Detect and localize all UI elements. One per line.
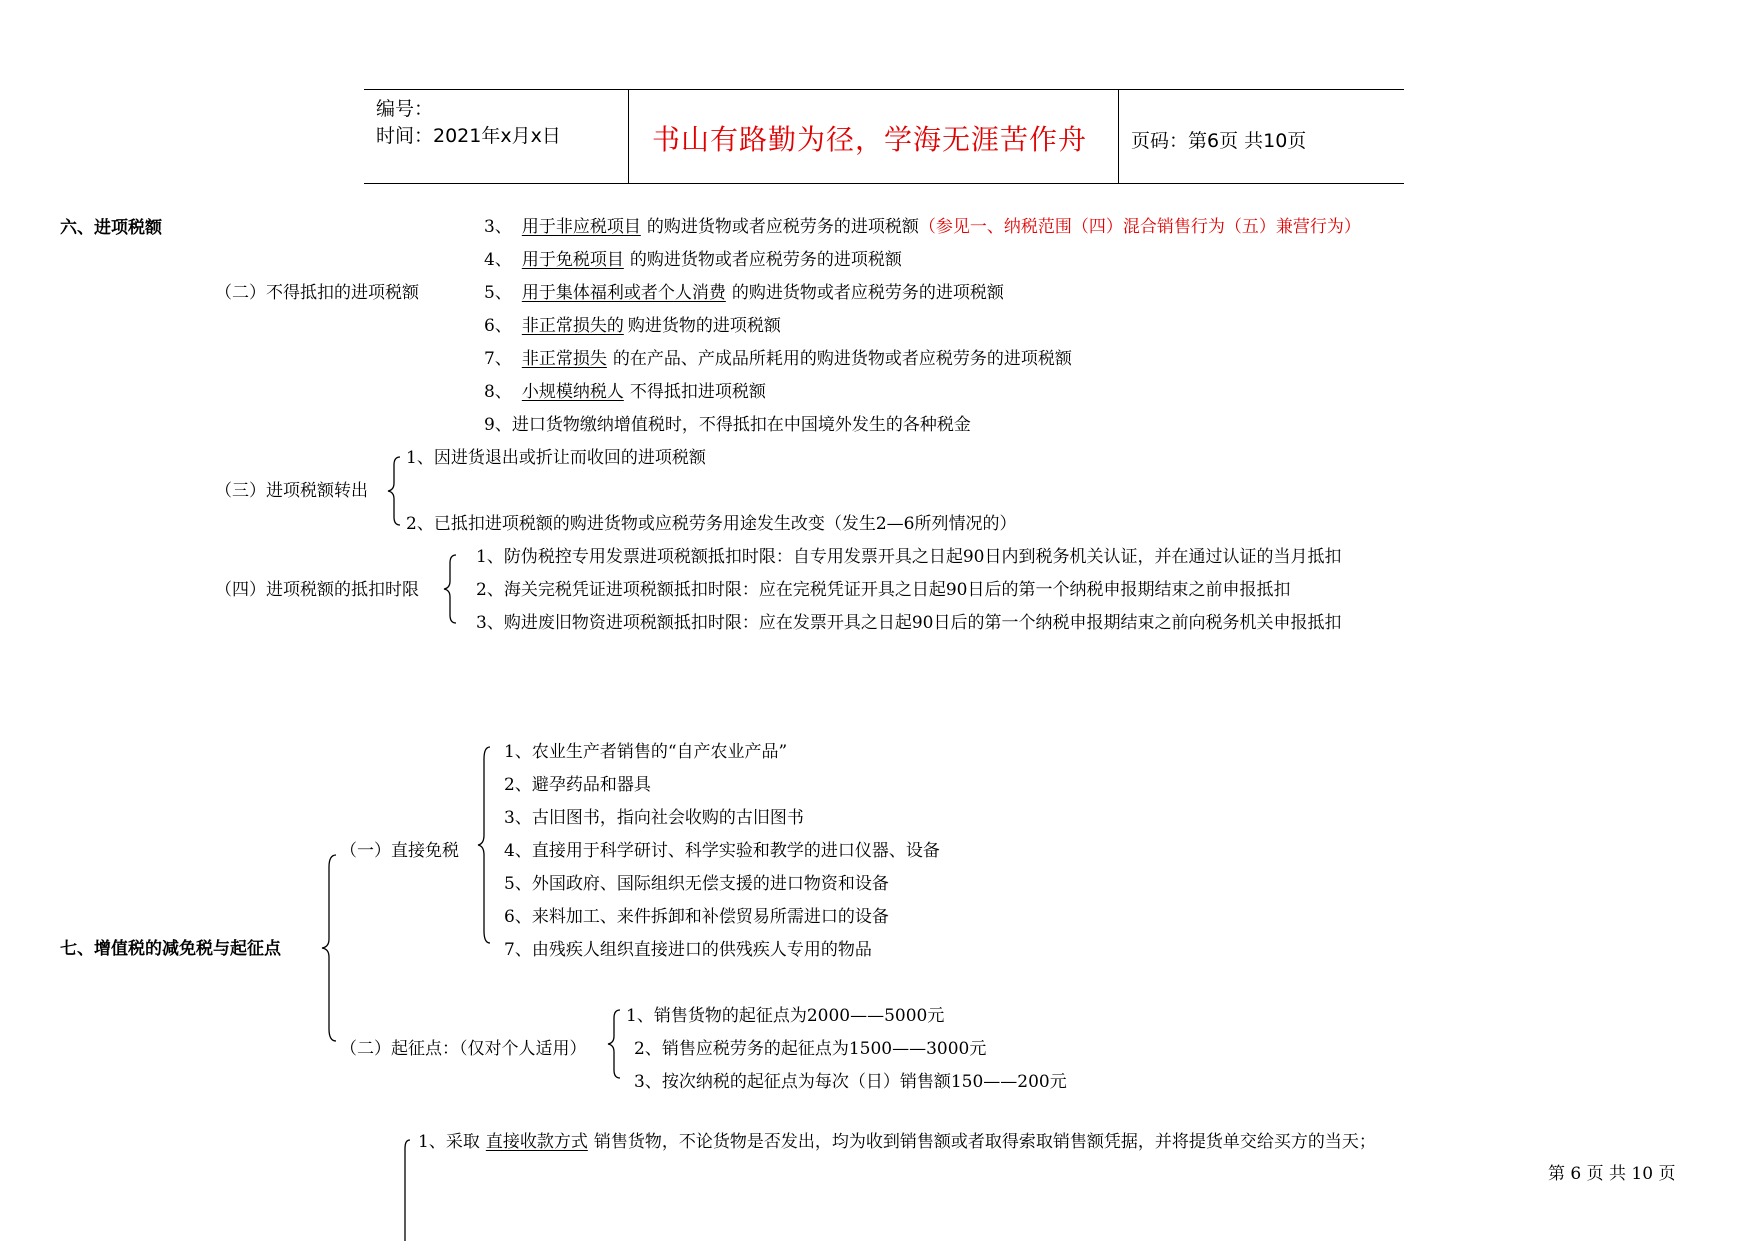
item-number: 6、 xyxy=(484,316,512,336)
item-text: 的购进货物或者应税劳务的进项税额 xyxy=(646,217,919,237)
item-number: 1、采取 xyxy=(418,1132,480,1152)
s7-sub2-label: （二）起征点：（仅对个人适用） xyxy=(340,1039,587,1059)
s7-sub1-item-3: 3、古旧图书，指向社会收购的古旧图书 xyxy=(504,808,804,828)
s6-sub2-item-6 xyxy=(484,316,781,336)
s7-sub1-item-2: 2、避孕药品和器具 xyxy=(504,775,651,795)
s7-sub1-item-6: 6、来料加工、来件拆卸和补偿贸易所需进口的设备 xyxy=(504,907,889,927)
s6-sub2-item-4 xyxy=(484,250,902,270)
header-number-label: 编号： xyxy=(376,98,434,120)
item-number: 7、 xyxy=(484,349,512,369)
item-underlined: 用于非应税项目 xyxy=(521,217,641,237)
item-text: 购进货物的进项税额 xyxy=(627,316,781,336)
item-number: 8、 xyxy=(484,382,512,402)
item-text: 的购进货物或者应税劳务的进项税额 xyxy=(731,283,1004,303)
s6-sub3-brace xyxy=(386,455,402,527)
item-underlined: 用于免税项目 xyxy=(521,250,624,270)
section6-title: 六、进项税额 xyxy=(60,218,162,238)
s6-sub2-item-9: 9、进口货物缴纳增值税时，不得抵扣在中国境外发生的各种税金 xyxy=(484,415,971,435)
s6-sub2-item-5 xyxy=(484,283,1004,303)
s6-sub4-brace xyxy=(442,553,458,625)
s6-sub4-item-2: 2、海关完税凭证进项税额抵扣时限：应在完税凭证开具之日起90日后的第一个纳税申报期结束之前申报抵扣 xyxy=(476,580,1291,600)
header-time-label: 时间：2021年x月x日 xyxy=(376,125,561,147)
item-underlined: 非正常损失 xyxy=(521,349,607,369)
item-text: 的在产品、产成品所耗用的购进货物或者应税劳务的进项税额 xyxy=(612,349,1072,369)
s7-sub1-item-1: 1、农业生产者销售的“自产农业产品” xyxy=(504,742,788,762)
s7-sub2-brace xyxy=(606,1008,622,1080)
item-number: 3、 xyxy=(484,217,512,237)
item-text: 销售货物，不论货物是否发出，均为收到销售额或者取得索取销售额凭据，并将提货单交给买方的当天； xyxy=(593,1132,1376,1152)
item-number: 5、 xyxy=(484,283,512,303)
s6-sub2-item-7 xyxy=(484,349,1072,369)
item-underlined: 非正常损失的 xyxy=(521,316,624,336)
s7-sub1-item-4: 4、直接用于科学研讨、科学实验和教学的进口仪器、设备 xyxy=(504,841,940,861)
s7-sub1-item-5: 5、外国政府、国际组织无偿支援的进口物资和设备 xyxy=(504,874,889,894)
footer-page-number: 第 6 页 共 10 页 xyxy=(1548,1164,1676,1184)
item-number: 4、 xyxy=(484,250,512,270)
item-text: 的购进货物或者应税劳务的进项税额 xyxy=(629,250,902,270)
header-bottom-rule xyxy=(364,183,1404,184)
header-divider-1 xyxy=(628,89,629,183)
s7-sub1-label: （一）直接免税 xyxy=(340,841,459,861)
s6-sub2-label: （二）不得抵扣的进项税额 xyxy=(215,283,419,303)
s6-sub4-item-3: 3、购进废旧物资进项税额抵扣时限：应在发票开具之日起90日后的第一个纳税申报期结束之前向税务机关申报抵扣 xyxy=(476,613,1342,633)
s7-sub2-item-3: 3、按次纳税的起征点为每次（日）销售额150——200元 xyxy=(634,1072,1067,1092)
s7-sub1-item-7: 7、由残疾人组织直接进口的供残疾人专用的物品 xyxy=(504,940,872,960)
header-page-label: 页码：第6页 共10页 xyxy=(1131,130,1307,152)
item-underlined: 小规模纳税人 xyxy=(521,382,624,402)
item-underlined: 用于集体福利或者个人消费 xyxy=(521,283,726,303)
item-note: （参见一、纳税范围（四）混合销售行为（五）兼营行为） xyxy=(918,217,1361,237)
s7-sub2-item-1: 1、销售货物的起征点为2000——5000元 xyxy=(626,1006,945,1026)
s7-sub2-item-2: 2、销售应税劳务的起征点为1500——3000元 xyxy=(634,1039,987,1059)
s6-sub2-item-3 xyxy=(484,217,1361,237)
header-motto: 书山有路勤为径，学海无涯苦作舟 xyxy=(652,123,1088,156)
header-top-rule xyxy=(364,89,1404,90)
header-divider-2 xyxy=(1118,89,1119,183)
item-text: 不得抵扣进项税额 xyxy=(629,382,766,402)
section7-title: 七、增值税的减免税与起征点 xyxy=(60,939,281,959)
s6-sub4-item-1: 1、防伪税控专用发票进项税额抵扣时限：自专用发票开具之日起90日内到税务机关认证，并在通过认证的当月抵扣 xyxy=(476,547,1342,567)
s6-sub2-item-8 xyxy=(484,382,766,402)
s6-sub4-label: （四）进项税额的抵扣时限 xyxy=(215,580,419,600)
s8-item-1 xyxy=(418,1132,1376,1152)
s6-sub3-item-1: 1、因进货退出或折让而收回的进项税额 xyxy=(406,448,706,468)
item-underlined: 直接收款方式 xyxy=(485,1132,588,1152)
s8-brace xyxy=(400,1138,412,1241)
s6-sub3-label: （三）进项税额转出 xyxy=(215,481,368,501)
s7-sub1-brace xyxy=(476,745,492,945)
s7-main-brace xyxy=(320,853,338,1043)
s6-sub3-item-2: 2、已抵扣进项税额的购进货物或应税劳务用途发生改变（发生2—6所列情况的） xyxy=(406,514,1017,534)
